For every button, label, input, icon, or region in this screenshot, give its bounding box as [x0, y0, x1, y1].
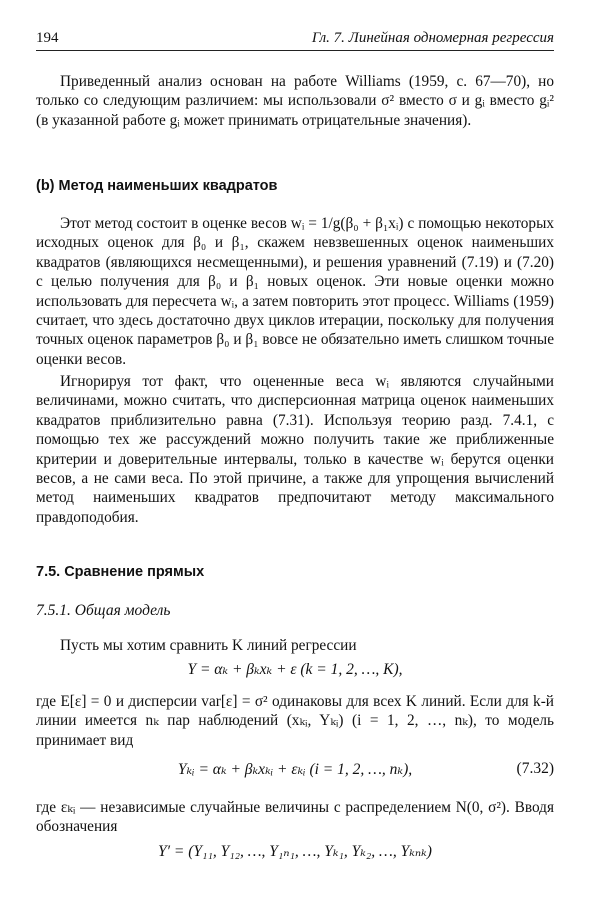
paragraph-compare: Пусть мы хотим сравнить K линий регрессии — [60, 637, 357, 654]
paragraph-method: Этот метод состоит в оценке весов wᵢ = 1/g(β₀ + β₁xᵢ) с помощью некоторых исходных оценок для β₀ и β₁, скажем невзвешенных оценок наименьших квадратов (являющихся несмещенными), и решения уравнений (7.19) и (7.20) с целью получения для β₀ и β₁ новых оценок. Эти новые оценки можно использовать для пересчета wᵢ, а затем повторить этот процесс. Williams (1959) считает, что здесь достаточно двух циклов итерации, поскольку для получения точных оценок параметров β₀ и β₁ вовсе не обязательно иметь слишком точные оценки весов. — [36, 215, 554, 368]
page-number: 194 — [36, 30, 59, 46]
equation-7-32: Yₖᵢ = αₖ + βₖxₖᵢ + εₖᵢ (i = 1, 2, …, nₖ), — [177, 761, 413, 778]
paragraph-intro: Приведенный анализ основан на работе Williams (1959, с. 67—70), но только со следующим различием: мы использовали σ² вместо σ и gᵢ вместо gᵢ² (в указанной работе gᵢ может принимать отрицательные значения). — [36, 73, 554, 129]
running-head — [36, 28, 554, 51]
equation-y-vector: Y′ = (Y₁₁, Y₁₂, …, Y₁ₙ₁, …, Yₖ₁, Yₖ₂, …, Yₖₙₖ) — [158, 843, 432, 860]
section-heading-7-5: 7.5. Сравнение прямых — [36, 564, 205, 580]
paragraph-epsilon: где εₖᵢ — независимые случайные величины с распределением N(0, σ²). Вводя обозначения — [36, 799, 554, 836]
paragraph-ignoring: Игнорируя тот факт, что оцененные веса wᵢ являются случайными величинами, можно считать, что дисперсионная матрица оценок наименьших квадратов приблизительно равна (7.31). Используя теорию разд. 7.4.1, с помощью тех же рассуждений можно получить такие же приближенные критерии и доверительные интервалы, только в качестве wᵢ берутся оценки весов, а не сами веса. По этой причине, а также для упрощения вычислений метод наименьших квадратов предпочитают методу максимального правдоподобия. — [36, 373, 554, 526]
equation-model: Y = αₖ + βₖxₖ + ε (k = 1, 2, …, K), — [187, 661, 403, 678]
paragraph-variance: где E[ε] = 0 и дисперсии var[ε] = σ² одинаковы для всех K линий. Если для k-й линии имеется nₖ пар наблюдений (xₖᵢ, Yₖᵢ) (i = 1, 2, …, nₖ), то модель принимает вид — [36, 693, 554, 749]
subsection-heading-7-5-1: 7.5.1. Общая модель — [36, 602, 171, 619]
page — [36, 28, 554, 860]
running-title: Гл. 7. Линейная одномерная регрессия — [311, 30, 554, 46]
equation-number: (7.32) — [516, 760, 554, 777]
section-heading-b: (b) Метод наименьших квадратов — [36, 178, 278, 194]
